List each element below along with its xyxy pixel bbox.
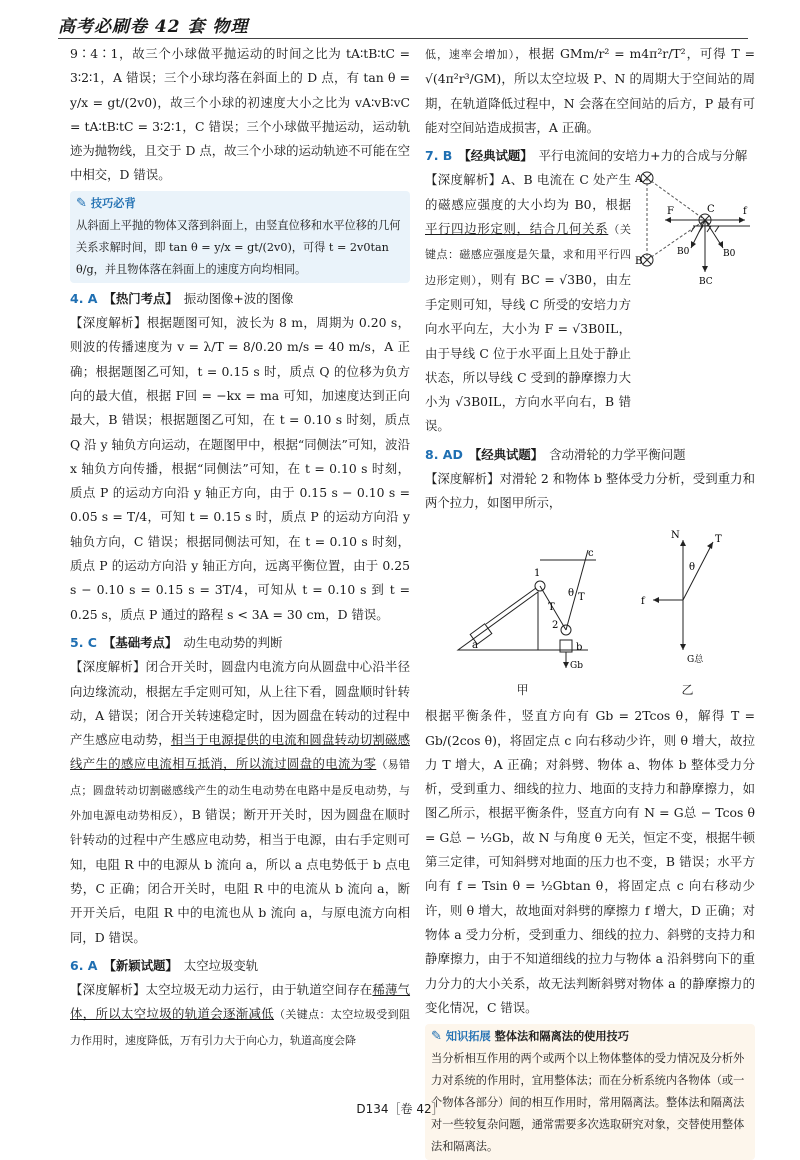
right-column <box>425 42 755 1160</box>
answer-8-body-1: 【深度解析】对滑轮 2 和物体 b 整体受力分析，受到重力和两个拉力，如图甲所示， <box>425 471 755 511</box>
left-paragraph-1: 9∶4∶1，故三个小球做平抛运动的时间之比为 tA∶tB∶tC = 3∶2∶1，A 错误；三个小球均落在斜面上的 D 点，有 tan θ = y/x = gt/(2v0)，故三个小球的初速度大小之比为 vA∶vB∶vC = tA∶tB∶tC = 3∶2∶1，C 错误；三个小球做平抛运动，运动轨迹为抛物线，且交于 D 点，故三个小球的运动轨迹不可能在空中相交，D 错误。 <box>70 46 410 183</box>
q8-label-f: f <box>640 595 645 607</box>
answer-7-tag: 【经典试题】 <box>458 148 533 164</box>
knowledge-body: 当分析相互作用的两个或两个以上物体整体的受力情况及分析外力对系统的作用时，宜用整体法；而在分析系统内各物体（或一个物体各部分）间的相互作用时，常用隔离法。整体法和隔离法对一些较复杂问题，通常需要多次选取研究对象，交替使用整体法和隔离法。 <box>431 1052 745 1154</box>
tip-label: 技巧必背 <box>90 196 136 210</box>
answer-8-number: 8. AD <box>425 446 463 462</box>
answer-4-number: 4. A <box>70 290 98 306</box>
q7-label-f-lower: f <box>743 206 747 218</box>
answer-6-number: 6. A <box>70 957 98 973</box>
answer-5-body <box>70 655 410 950</box>
answer-7-number: 7. B <box>425 148 453 164</box>
q8-caption-a: 甲 <box>516 682 529 697</box>
header-rule <box>58 38 748 39</box>
left-column <box>70 42 410 1053</box>
answer-5-title: 动生电动势的判断 <box>183 634 283 650</box>
q7-label-c: C <box>707 204 715 216</box>
pen-icon: ✎ <box>431 1029 442 1045</box>
answer-6-underlined: 稀薄气体，所以太空垃圾的轨道会逐渐减低 <box>70 982 411 1022</box>
q8-figure-a <box>438 520 608 703</box>
page-footer: D134［卷 42］ <box>356 1102 444 1116</box>
q8-label-2: 2 <box>551 619 558 631</box>
answer-5-underlined: 相当于电源提供的电流和圆盘转动切割磁感线产生的感应电流相互抵消，所以流过圆盘的电流为零 <box>70 732 411 772</box>
q8-label-theta: θ <box>567 587 574 599</box>
answer-4-header <box>70 287 410 311</box>
q7-label-b: B <box>635 256 643 268</box>
q7-label-bc: BC <box>699 277 713 288</box>
q8-label-a: a <box>471 639 478 651</box>
q8-label-t: T <box>714 533 722 545</box>
answer-6-title: 太空垃圾变轨 <box>183 957 259 973</box>
q7-label-f-upper: F <box>667 206 674 218</box>
q8-force-diagram <box>633 520 743 670</box>
answer-6-note: （关键点：太空垃圾受到阻力作用时，速度降低，万有引力大于向心力，轨道高度会降 <box>70 1008 411 1047</box>
answer-7-body-2: ，则有 BC = √3B0，由左手定则可知，导线 C 所受的安培力方向水平向左，大小为 F = √3B0IL，由于导线 C 位于水平面上且处于静止状态，所以导线 C 受到的静摩擦力大小为 √3B0IL，方向水平向右，B 错误。 <box>425 271 632 434</box>
knowledge-label: 知识拓展 <box>445 1030 491 1044</box>
q8-label-gb: Gb <box>569 660 583 670</box>
q8-label-n: N <box>670 529 680 541</box>
answer-4-tag: 【热门考点】 <box>103 290 178 306</box>
right-paragraph-1-body: ，根据 GMm/r² = m4π²r/T²，可得 T = √(4π²r³/GM)，所以太空垃圾 P、N 的周期大于空间站的周期，在轨道降低过程中，N 会落在空间站的后方，P 最有可能对空间站造成损害，A 正确。 <box>425 46 756 135</box>
q7-label-b0-right: B0 <box>723 249 736 260</box>
knowledge-title: 整体法和隔离法的使用技巧 <box>494 1030 629 1044</box>
answer-5-number: 5. C <box>70 634 97 650</box>
q8-label-t-right: T <box>577 591 585 603</box>
answer-8-header <box>425 443 755 467</box>
answer-6-body <box>70 978 410 1053</box>
answer-7-header <box>425 144 755 168</box>
q7-label-b0-left: B0 <box>677 247 690 258</box>
answer-5-body-1: 【深度解析】闭合开关时，圆盘内电流方向从圆盘中心沿半径向边缘流动，根据左手定则可知，从上往下看，圆盘顺时针转动，A 错误；闭合开关转速稳定时，因为圆盘在转动的过程中产生感应电动势， <box>70 659 410 748</box>
answer-7-note: （关键点：磁感应强度是矢量，求和用平行四边形定则） <box>425 223 632 287</box>
answer-8-tag: 【经典试题】 <box>468 446 544 462</box>
answer-5-note: （易错点；圆盘转动切割磁感线产生的动生电动势在电路中是反电动势，与外加电源电动势相反） <box>70 758 411 823</box>
tip-header <box>76 193 404 215</box>
answer-6-tag: 【新颖试题】 <box>103 957 178 973</box>
right-paragraph-1 <box>425 42 755 140</box>
answer-7-title: 平行电流间的安培力+力的合成与分解 <box>538 148 748 164</box>
right-note-1: 低，速率会增加） <box>425 48 516 61</box>
q8-figure-b <box>633 520 743 703</box>
q8-label-b: b <box>575 641 582 653</box>
answer-7-underlined: 平行四边形定则，结合几何关系 <box>425 221 609 237</box>
pen-icon: ✎ <box>76 195 87 211</box>
answer-6-body-1: 【深度解析】太空垃圾无动力运行，由于轨道空间存在 <box>70 982 373 998</box>
q8-figures <box>425 520 755 703</box>
q8-label-1: 1 <box>533 567 540 579</box>
answer-4-body: 【深度解析】根据题图可知，波长为 8 m，周期为 0.20 s，则波的传播速度为 v = λ/T = 8/0.20 m/s = 40 m/s，A 正确；根据题图乙可知，t = 0.15 s 时，质点 Q 的位移为负方向的最大值，根据 F回 = −kx = ma 可知，加速度达到正向最大，B 错误；根据题图乙可知，在 t = 0.10 s 时刻，质点 Q 沿 y 轴负方向运动，在题图甲中，根据“同侧法”可知，波沿 x 轴负方向传播，根据“同侧法”可知，在 t = 0.10 s 时刻，质点 P 的运动方向沿 y 轴正方向，由于 0.15 s − 0.10 s = 0.05 s = T/4，可知 t = 0.15 s 时，质点 P 的运动方向沿 y 轴负方向，C 错误；根据同侧法可知，在 t = 0.10 s 时刻，质点 P 的运动方向沿 y 轴正方向，远离平衡位置，由于 0.25 s − 0.10 s = 0.15 s = 3T/4，可知从 t = 0.10 s 到 t = 0.25 s，质点 P 通过的路程 s < 3A = 30 cm，D 错误。 <box>70 315 410 622</box>
answer-7-row <box>425 168 755 438</box>
q8-caption-b: 乙 <box>681 682 694 697</box>
answer-7-body <box>425 168 631 438</box>
answer-4-title: 振动图像+波的图像 <box>183 290 294 306</box>
answer-8-title: 含动滑轮的力学平衡问题 <box>549 446 686 462</box>
q8-label-c: c <box>587 547 594 559</box>
knowledge-header <box>431 1026 749 1048</box>
q8-label-theta-b: θ <box>688 561 695 573</box>
answer-5-tag: 【基础考点】 <box>102 634 178 650</box>
tip-body: 从斜面上平抛的物体又落到斜面上，由竖直位移和水平位移的几何关系求解时间，即 tan θ = y/x = gt/(2v0)，可得 t = 2v0tan θ/g，并且物体落在斜面上的速度方向均相同。 <box>76 218 401 276</box>
q7-label-a: A <box>635 174 643 186</box>
answer-5-header <box>70 631 410 655</box>
tip-box <box>70 191 410 283</box>
q8-pulley-diagram <box>438 520 608 670</box>
q8-label-g-total: G总 <box>686 654 703 665</box>
answer-8-body-2: 根据平衡条件，竖直方向有 Gb = 2Tcos θ，解得 T = Gb/(2cos θ)，将固定点 c 向右移动少许，则 θ 增大，故拉力 T 增大，A 正确；对斜劈、物体 a、物体 b 整体受力分析，受到重力、细线的拉力、地面的支持力和静摩擦力，如图乙所示，根据平衡条件，竖直方向有 N = G总 − Tcos θ = G总 − ½Gb，故 N 与角度 θ 无关，恒定不变，根据牛顿第三定律，可知斜劈对地面的压力也不变，B 错误；水平方向有 f = Tsin θ = ½Gbtan θ，将固定点 c 向右移动少许，则 θ 增大，故地面对斜劈的摩擦力 f 增大，D 正确；对物体 a 受力分析，受到重力、细线的拉力、斜劈的支持力和静摩擦力，由于不知道细线的拉力与物体 a 沿斜劈向下的重力分力的大小关系，故无法判断斜劈对物体 a 的静摩擦力的变化情况，C 错误。 <box>425 708 755 1015</box>
answer-6-header <box>70 954 410 978</box>
knowledge-box <box>425 1024 755 1160</box>
q7-force-diagram <box>635 168 755 288</box>
page-header-title: 高考必刷卷 42 套 物理 <box>58 17 249 37</box>
q8-label-t-left: T <box>547 601 555 613</box>
answer-7-body-1: 【深度解析】A、B 电流在 C 处产生的磁感应强度的大小均为 B0，根据 <box>425 172 631 212</box>
answer-5-body-2: ，B 错误；断开开关时，因为圆盘在顺时针转动的过程中产生感应电动势，相当于电源，由右手定则可知，电阻 R 中的电源从 b 流向 a，所以 a 点电势低于 b 点电势，C 正确；闭合开关时，电阻 R 中的电流从 b 流向 a，断开开关后，电阻 R 中的电流也从 b 流向 a，与原电流方向相同，D 错误。 <box>70 807 410 945</box>
